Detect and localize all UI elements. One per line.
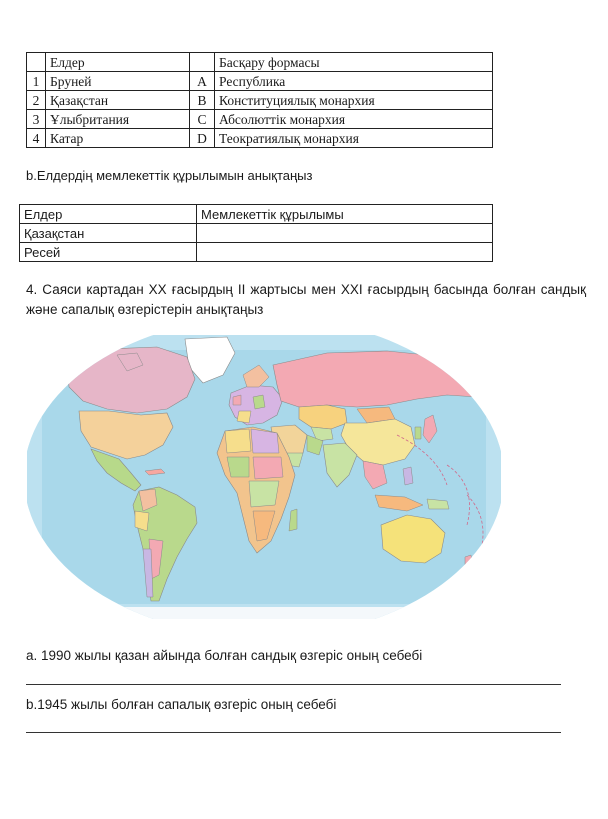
row-country: Ұлыбритания <box>46 110 190 129</box>
table-row <box>20 224 493 243</box>
header-structure: Мемлекеттік құрылымы <box>197 205 493 224</box>
antarctica <box>27 607 501 619</box>
row-form: Теократиялық монархия <box>215 129 493 148</box>
row-form: Конституциялық монархия <box>215 91 493 110</box>
row-number: 1 <box>27 72 46 91</box>
row-number: 4 <box>27 129 46 148</box>
question-a: а. 1990 жылы қазан айында болған сандық өзгеріс оның себебі <box>26 648 423 663</box>
row-letter: D <box>190 129 215 148</box>
world-political-map-icon <box>27 335 501 619</box>
table-row <box>27 91 493 110</box>
header-form: Басқару формасы <box>215 53 493 72</box>
table-header-row <box>27 53 493 72</box>
table-header-row <box>20 205 493 224</box>
answer-line-a[interactable] <box>26 684 561 685</box>
table-row <box>27 72 493 91</box>
row-country: Қазақстан <box>20 224 197 243</box>
government-forms-table <box>26 52 493 148</box>
row-country: Қазақстан <box>46 91 190 110</box>
row-structure-answer[interactable] <box>197 243 493 262</box>
row-form: Абсолюттік монархия <box>215 110 493 129</box>
header-countries: Елдер <box>20 205 197 224</box>
task-b-title: b.Елдердің мемлекеттік құрылымын анықтаңыз <box>26 168 313 183</box>
row-number: 2 <box>27 91 46 110</box>
answer-line-b[interactable] <box>26 732 561 733</box>
state-structure-table <box>19 204 493 262</box>
row-letter: C <box>190 110 215 129</box>
header-num-cell <box>27 53 46 72</box>
row-country: Бруней <box>46 72 190 91</box>
question-b: b.1945 жылы болған сапалық өзгеріс оның себебі <box>26 697 337 712</box>
world-map-image <box>27 335 501 619</box>
row-number: 3 <box>27 110 46 129</box>
table-row <box>27 110 493 129</box>
row-letter: B <box>190 91 215 110</box>
task-4-text: 4. Саяси картадан ХХ ғасырдың ІІ жартысы мен ХХІ ғасырдың басында болған сандық және сапалық өзгерістерін анықтаңыз <box>26 282 586 317</box>
row-letter: A <box>190 72 215 91</box>
row-country: Катар <box>46 129 190 148</box>
row-country: Ресей <box>20 243 197 262</box>
row-structure-answer[interactable] <box>197 224 493 243</box>
table-row <box>20 243 493 262</box>
header-letter-cell <box>190 53 215 72</box>
header-countries: Елдер <box>46 53 190 72</box>
table-row <box>27 129 493 148</box>
row-form: Республика <box>215 72 493 91</box>
